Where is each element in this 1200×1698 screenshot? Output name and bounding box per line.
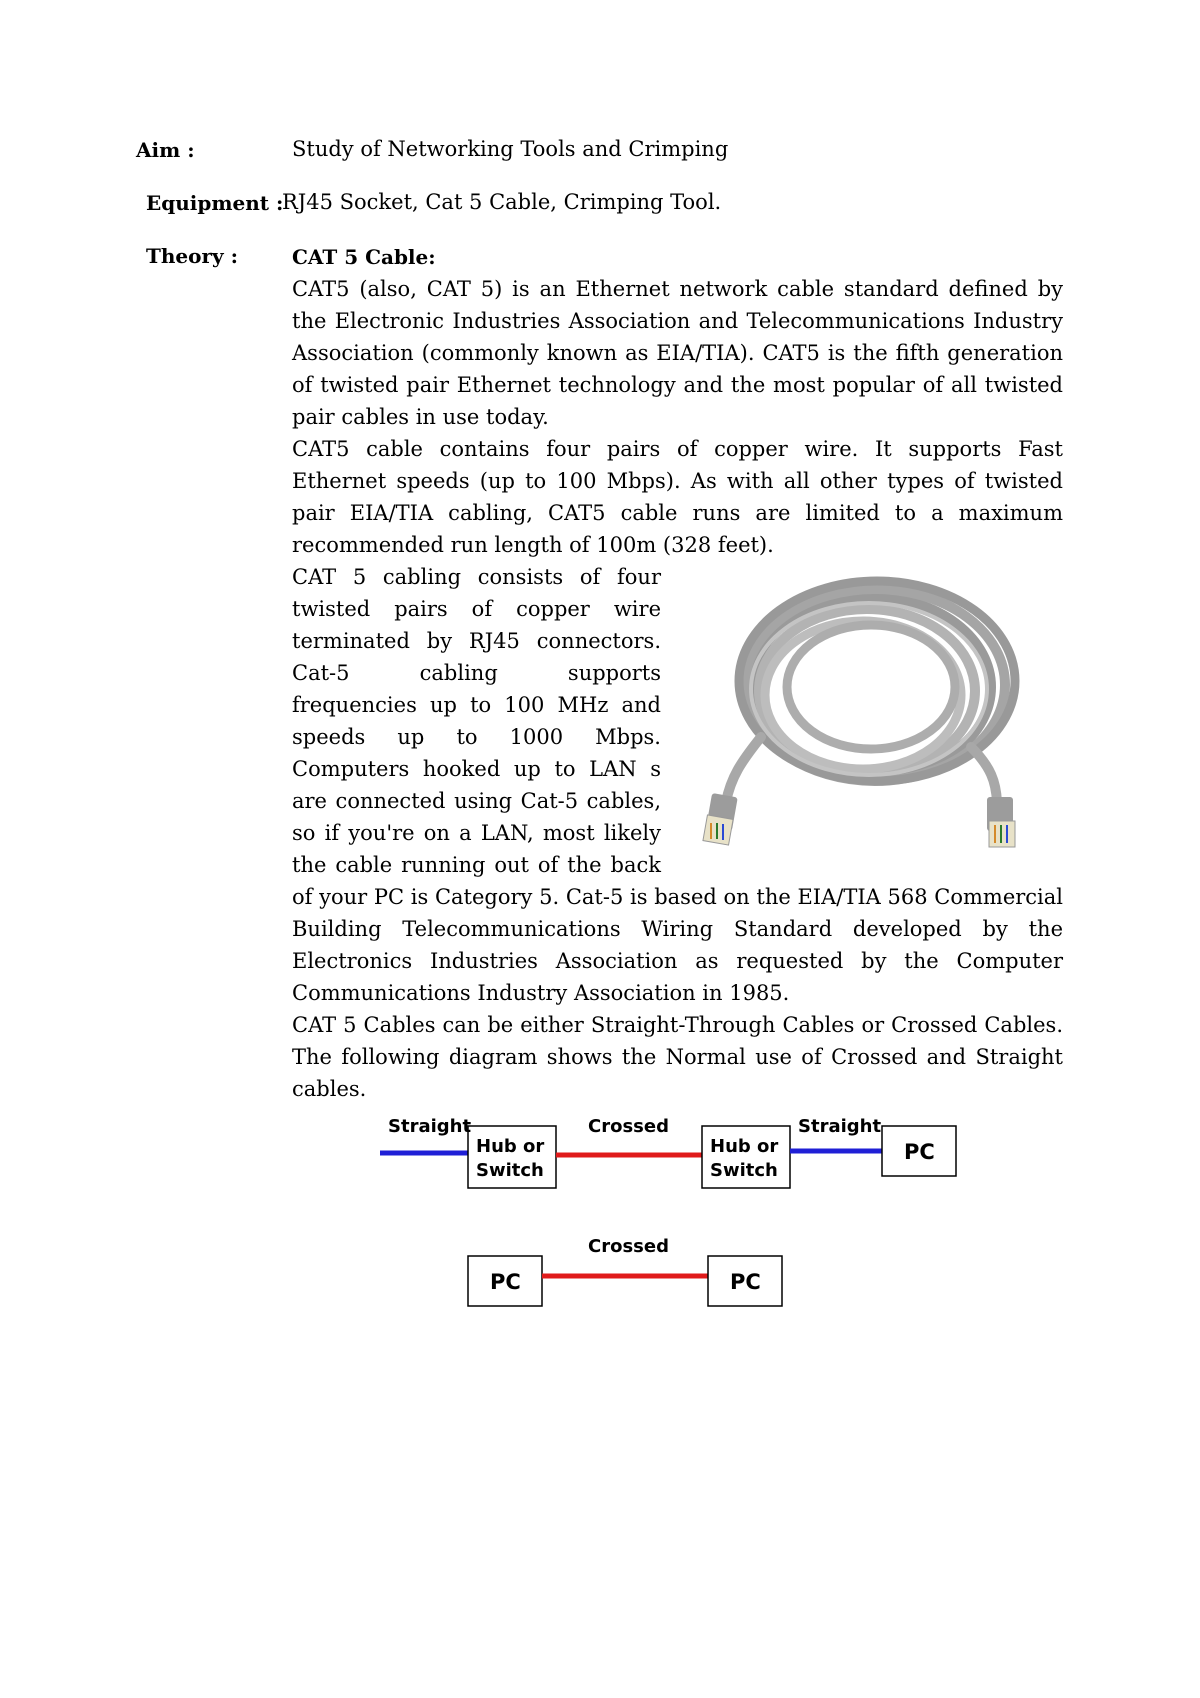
theory-paragraph-4: CAT 5 Cables can be either Straight-Through Cables or Crossed Cables. The following diagram shows the Normal use of Crossed and Straight cables.	[292, 1013, 1063, 1101]
theory-paragraph-1: CAT5 (also, CAT 5) is an Ethernet network cable standard defined by the Electronic Industries Association and Telecommunications Industry Association (commonly known as EIA/TIA). CAT5 is the fifth generation of twisted pair Ethernet technology and the most popular of all twisted pair cables in use today.	[292, 277, 1063, 429]
equipment-label: Equipment :	[146, 191, 284, 215]
hub2-label-line2: Switch	[710, 1160, 778, 1181]
straight-label-left: Straight	[388, 1116, 472, 1137]
aim-label: Aim :	[136, 138, 195, 162]
theory-body	[292, 241, 1063, 1105]
rj45-connector-left	[703, 793, 738, 845]
pc-label-bottom-left: PC	[490, 1270, 521, 1294]
hub2-label-line1: Hub or	[710, 1136, 779, 1157]
crossed-label-bottom: Crossed	[588, 1236, 669, 1257]
theory-paragraph-2: CAT5 cable contains four pairs of copper wire. It supports Fast Ethernet speeds (up to 100 Mbps). As with all other types of twisted pair EIA/TIA cabling, CAT5 cable runs are limited to a maximum recommended run length of 100m (328 feet).	[292, 437, 1063, 557]
theory-paragraph-3	[292, 561, 1063, 1009]
cable-usage-diagram	[370, 1108, 970, 1328]
rj45-connector-right	[987, 797, 1015, 847]
hub1-label-line2: Switch	[476, 1160, 544, 1181]
theory-label: Theory :	[146, 244, 238, 268]
crossed-label-top: Crossed	[588, 1116, 669, 1137]
theory-paragraph-3-text: CAT 5 cabling consists of four twisted pairs of copper wire terminated by RJ45 connectors. Cat-5 cabling supports frequencies up to 100 MHz and speeds up to 1000 Mbps. Computers hooked up to LAN s are connected using Cat-5 cables, so if you're on a LAN, most likely the cable running out of the back of your PC is Category 5. Cat-5 is based on the EIA/TIA 568 Commercial Building Telecommunications Wiring Standard developed by the Electronics Industries Association as requested by the Computer Communications Industry Association in 1985.	[292, 565, 1063, 1005]
cat5-cable-image	[691, 567, 1071, 867]
equipment-value: RJ45 Socket, Cat 5 Cable, Crimping Tool.	[282, 190, 722, 214]
pc-label-top: PC	[904, 1140, 935, 1164]
aim-value: Study of Networking Tools and Crimping	[292, 137, 729, 161]
straight-label-right: Straight	[798, 1116, 882, 1137]
theory-heading: CAT 5 Cable:	[292, 245, 436, 269]
pc-label-bottom-right: PC	[730, 1270, 761, 1294]
hub1-label-line1: Hub or	[476, 1136, 545, 1157]
